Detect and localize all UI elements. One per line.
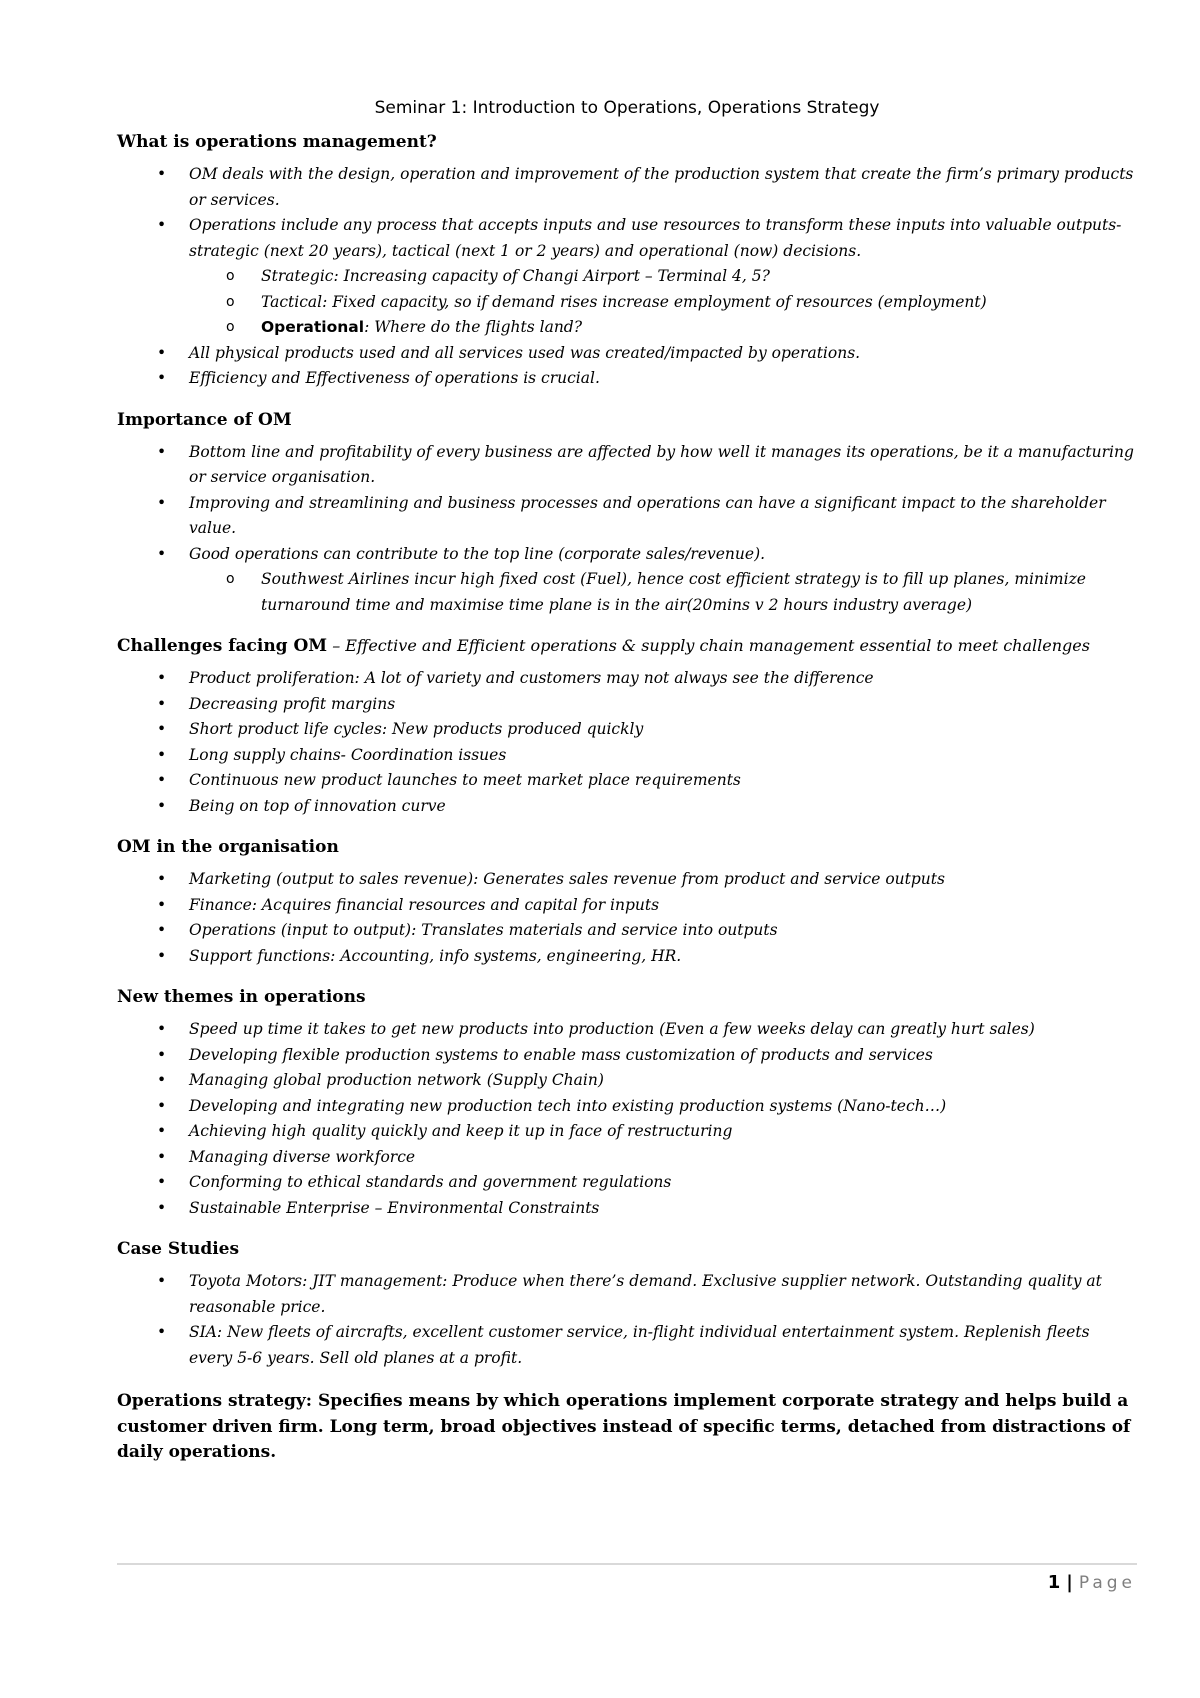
bullet-icon: • <box>157 1323 167 1341</box>
list-item <box>117 1119 1137 1145</box>
list-item <box>117 1320 1137 1371</box>
section-heading-text: Challenges facing OM <box>117 636 328 656</box>
section-heading <box>117 987 1137 1007</box>
list-item <box>117 366 1137 392</box>
section-heading-text: New themes in operations <box>117 987 366 1007</box>
bullet-icon: • <box>157 946 167 965</box>
list-item <box>117 1145 1137 1171</box>
list-item-text: Finance: Acquires financial resources and capital for inputs <box>189 895 660 914</box>
bullet-icon: • <box>157 720 167 738</box>
bullet-icon: • <box>157 870 167 888</box>
list-item-text: Support functions: Accounting, info systems, engineering, HR. <box>189 946 682 965</box>
bullet-list <box>117 162 1137 392</box>
page-footer <box>1048 1572 1136 1593</box>
bullet-list <box>117 1017 1137 1221</box>
section-heading <box>117 410 1137 430</box>
list-item-text: Short product life cycles: New products produced quickly <box>189 720 644 738</box>
list-item-text: Managing global production network (Supply Chain) <box>189 1071 604 1089</box>
list-item <box>117 213 1137 341</box>
sections-container <box>117 132 1137 1371</box>
list-item <box>117 944 1137 970</box>
bullet-icon: • <box>157 493 167 512</box>
list-item-text: Decreasing profit margins <box>189 694 396 713</box>
bullet-icon: • <box>157 544 167 563</box>
list-item <box>117 918 1137 944</box>
list-item <box>117 768 1137 794</box>
list-item <box>117 162 1137 213</box>
list-item <box>117 794 1137 820</box>
bullet-icon: • <box>157 1198 167 1217</box>
bullet-icon: • <box>157 1272 167 1290</box>
list-item-text: Marketing (output to sales revenue): Generates sales revenue from product and service outputs <box>189 870 945 888</box>
sub-bullet-icon: o <box>226 293 235 310</box>
bullet-icon: • <box>157 442 167 461</box>
page-number: 1 <box>1047 1572 1061 1593</box>
bullet-icon: • <box>157 745 167 764</box>
bullet-list <box>117 666 1137 819</box>
list-item <box>117 1170 1137 1196</box>
sub-item-text: Southwest Airlines incur high fixed cost (Fuel), hence cost efficient strategy is to fill up planes, minimize turnaround time and maximise time plane is in the air(20mins v 2 hours industry average) <box>261 570 1086 614</box>
list-item <box>117 666 1137 692</box>
bullet-icon: • <box>157 1045 167 1064</box>
closing-paragraph: Operations strategy: Specifies means by which operations implement corporate strategy and helps build a customer driven firm. Long term, broad objectives instead of specific terms, detached from distractions of daily operations. <box>117 1391 1131 1462</box>
list-item-text: Developing and integrating new production tech into existing production systems (Nano-tech…) <box>189 1096 947 1115</box>
bullet-list <box>117 1269 1137 1371</box>
list-item-text: Product proliferation: A lot of variety and customers may not always see the difference <box>189 669 874 687</box>
section-heading-text: Importance of OM <box>117 409 292 430</box>
bullet-icon: • <box>157 771 167 789</box>
section-heading-text: Case Studies <box>117 1239 240 1259</box>
bullet-list <box>117 867 1137 969</box>
sub-item-label: Operational <box>261 318 365 336</box>
bullet-icon: • <box>157 895 167 914</box>
section-heading <box>117 132 1137 152</box>
sub-list-item <box>189 315 1137 341</box>
bullet-icon: • <box>157 1096 167 1115</box>
list-item <box>117 542 1137 619</box>
list-item-text: Managing diverse workforce <box>189 1147 416 1166</box>
list-item-text: Achieving high quality quickly and keep it up in face of restructuring <box>189 1122 733 1140</box>
sub-item-text: : Where do the flights land? <box>364 318 583 336</box>
list-item-text: All physical products used and all services used was created/impacted by operations. <box>189 343 861 362</box>
bullet-icon: • <box>157 669 167 687</box>
list-item-text: Long supply chains- Coordination issues <box>189 745 507 764</box>
bullet-icon: • <box>157 1020 167 1038</box>
footer-separator: | <box>1066 1572 1073 1593</box>
page-title: Seminar 1: Introduction to Operations, Operations Strategy <box>374 98 880 118</box>
list-item-text: Speed up time it takes to get new products into production (Even a few weeks delay can greatly hurt sales) <box>189 1020 1035 1038</box>
sub-list <box>189 264 1137 341</box>
sub-list-item <box>189 567 1137 618</box>
section-heading-text: OM in the organisation <box>117 837 339 857</box>
list-item-text: Conforming to ethical standards and government regulations <box>189 1173 672 1191</box>
list-item <box>117 867 1137 893</box>
list-item-text: OM deals with the design, operation and improvement of the production system that create the firm’s primary products or services. <box>189 165 1134 209</box>
bullet-icon: • <box>157 343 167 362</box>
sub-item-text: Tactical: Fixed capacity, so if demand rises increase employment of resources (employment) <box>261 292 987 311</box>
list-item-text: Operations include any process that accepts inputs and use resources to transform these inputs into valuable outputs- strategic (next 20 years), tactical (next 1 or 2 years) and operational (now) decisions. <box>189 216 1122 260</box>
bullet-icon: • <box>157 216 167 234</box>
list-item <box>117 1094 1137 1120</box>
footer-divider <box>117 1563 1137 1565</box>
sub-list <box>189 567 1137 618</box>
list-item-text: Improving and streamlining and business processes and operations can have a significant impact to the shareholder value. <box>189 493 1106 537</box>
list-item <box>117 491 1137 542</box>
list-item-text: Efficiency and Effectiveness of operations is crucial. <box>189 369 600 387</box>
bullet-icon: • <box>157 694 167 713</box>
list-item <box>117 1068 1137 1094</box>
section-heading <box>117 636 1137 656</box>
section-heading-text: What is operations management? <box>117 132 437 152</box>
list-item-text: Toyota Motors: JIT management: Produce when there’s demand. Exclusive supplier network. Outstanding quality at reasonable price. <box>189 1272 1102 1316</box>
document-body <box>117 98 1137 1466</box>
sub-bullet-icon: o <box>226 571 235 587</box>
bullet-icon: • <box>157 165 167 183</box>
list-item <box>117 1017 1137 1043</box>
bullet-icon: • <box>157 921 167 939</box>
list-item <box>117 1196 1137 1222</box>
bullet-list <box>117 440 1137 619</box>
section-heading <box>117 1239 1137 1259</box>
list-item-text: Good operations can contribute to the top line (corporate sales/revenue). <box>189 544 766 563</box>
list-item <box>117 440 1137 491</box>
sub-list-item <box>189 264 1137 290</box>
bullet-icon: • <box>157 796 167 815</box>
list-item-text: SIA: New fleets of aircrafts, excellent customer service, in-flight individual entertainment system. Replenish fleets every 5-6 years. Sell old planes at a profit. <box>189 1323 1090 1367</box>
list-item <box>117 717 1137 743</box>
list-item-text: Being on top of innovation curve <box>189 796 446 815</box>
list-item-text: Operations (input to output): Translates materials and service into outputs <box>189 921 778 939</box>
list-item <box>117 341 1137 367</box>
bullet-icon: • <box>157 369 167 387</box>
page-label: Page <box>1078 1573 1136 1593</box>
sub-list-item <box>189 290 1137 316</box>
list-item-text: Sustainable Enterprise – Environmental Constraints <box>189 1198 600 1217</box>
bullet-icon: • <box>157 1173 167 1191</box>
list-item-text: Developing flexible production systems to enable mass customization of products and services <box>189 1045 933 1064</box>
section-heading <box>117 837 1137 857</box>
sub-item-text: Strategic: Increasing capacity of Changi Airport – Terminal 4, 5? <box>261 267 770 285</box>
list-item <box>117 1269 1137 1320</box>
sub-bullet-icon: o <box>226 319 235 335</box>
section-heading-lead: – Effective and Efficient operations & supply chain management essential to meet challenges <box>327 636 1090 655</box>
bullet-icon: • <box>157 1122 167 1140</box>
sub-bullet-icon: o <box>226 268 235 284</box>
list-item <box>117 893 1137 919</box>
bullet-icon: • <box>157 1071 167 1089</box>
list-item-text: Bottom line and profitability of every business are affected by how well it manages its operations, be it a manufacturing or service organisation. <box>189 442 1134 486</box>
list-item <box>117 1043 1137 1069</box>
bullet-icon: • <box>157 1147 167 1166</box>
list-item <box>117 692 1137 718</box>
list-item <box>117 743 1137 769</box>
list-item-text: Continuous new product launches to meet market place requirements <box>189 771 741 789</box>
